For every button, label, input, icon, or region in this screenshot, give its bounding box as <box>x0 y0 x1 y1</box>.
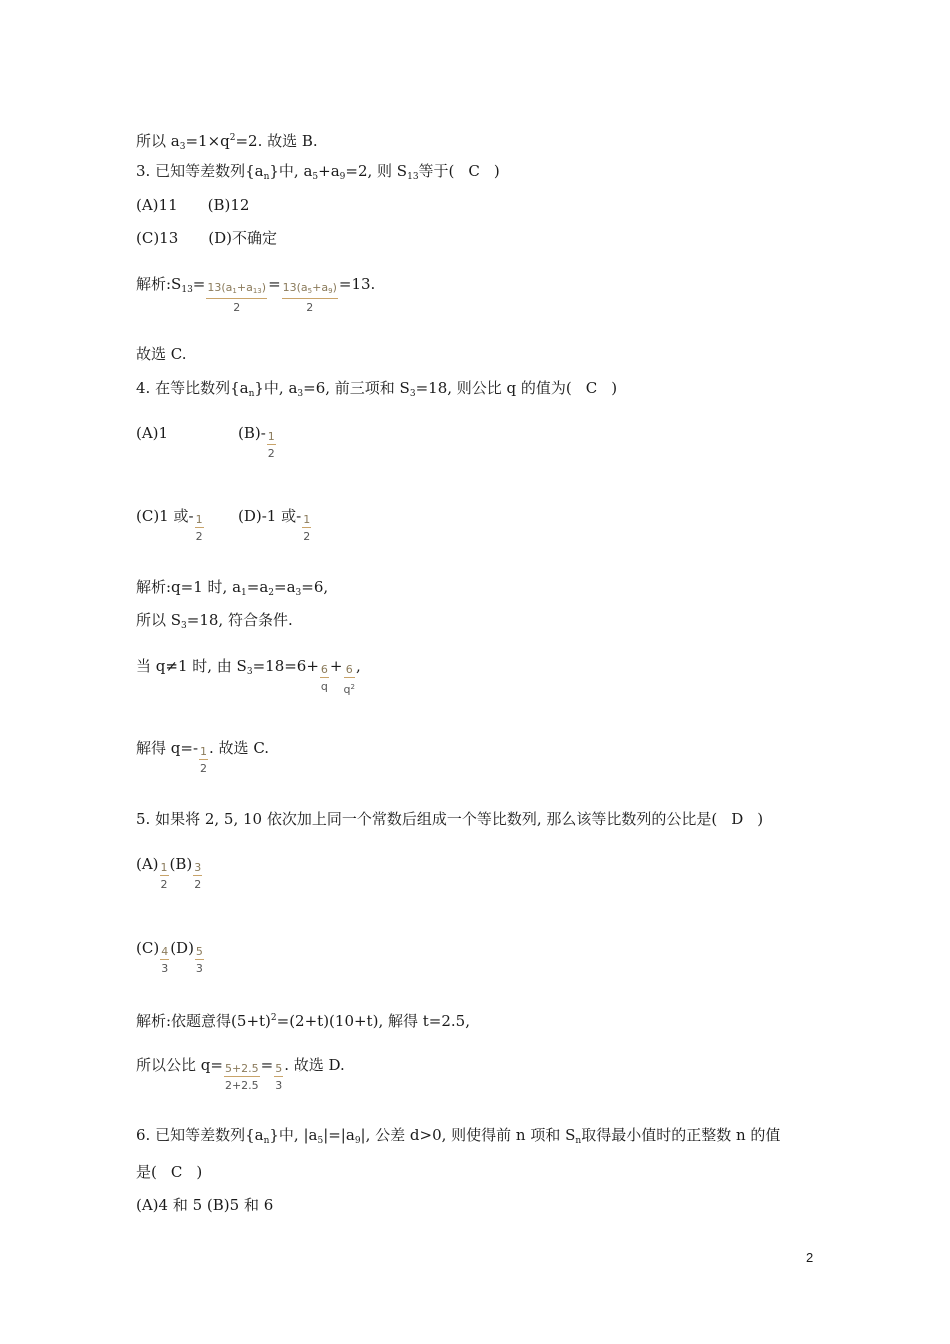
fraction: $\frac{3}{2}$ <box>194 861 202 891</box>
page-number: 2 <box>806 1250 814 1265</box>
fraction: $\frac{5}{3}$ <box>195 945 203 975</box>
text-line: 所以 $a_3=1\times q^2=2$. 故选 B. <box>136 132 318 152</box>
options-c-d: (C) $\frac{4}{3}$ (D) $\frac{5}{3}$ <box>136 939 203 975</box>
fraction: $\frac{1}{2}$ <box>303 513 311 543</box>
solution-line: 解析:q=1 时, $a_1=a_2=a_3=6$, <box>136 578 329 598</box>
fraction: $\frac{5+2.5}{2+2.5}$ <box>224 1062 259 1092</box>
solution-line: 解析:依题意得$(5+t)^2=(2+t)(10+t)$, 解得 t=2.5, <box>136 1012 470 1030</box>
fraction: $\frac{1}{2}$ <box>195 513 203 543</box>
solution-line: 所以公比 q= $\frac{5+2.5}{2+2.5}$ = $\frac{5}{3}$ . 故选 D. <box>136 1056 345 1092</box>
option-b: (B)- $\frac{1}{2}$ <box>238 424 275 460</box>
question-6: 6. 已知等差数列$\{a_n\}$中, $|a_5|=|a_9|$, 公差 d>0, 则使得前 n 项和 $S_n$取得最小值时的正整数 n 的值 <box>136 1126 781 1146</box>
answer: D <box>731 810 744 828</box>
solution-line: 所以 $S_3=18$, 符合条件. <box>136 611 293 631</box>
solution-line: 解析$:S_{13}=$ $\frac{13(a_1+a_{13})}{2}$ = $\frac{13(a_5+a_9)}{2}$ =13. <box>136 275 376 314</box>
answer: C <box>170 1163 183 1181</box>
answer: C <box>468 162 480 180</box>
option-a: (A)1 <box>136 424 169 442</box>
options-a-b: (A)11 (B)12 <box>136 196 250 214</box>
fraction: $\frac{1}{2}$ <box>160 861 168 891</box>
options-a-b: (A) $\frac{1}{2}$ (B) $\frac{3}{2}$ <box>136 855 202 891</box>
fraction: $\frac{6}{q^2}$ <box>343 663 355 696</box>
fraction: $\frac{1}{2}$ <box>267 430 275 460</box>
question-5: 5. 如果将 2, 5, 10 依次加上同一个常数后组成一个等比数列, 那么该等比数列的公比是( D ) <box>136 810 764 828</box>
question-4: 4. 在等比数列$\{a_n\}$中, $a_3=6$, 前三项和 $S_3=18$, 则公比 q 的值为( C ) <box>136 379 618 399</box>
fraction: $\frac{4}{3}$ <box>161 945 169 975</box>
answer: C <box>585 379 598 397</box>
solution-line: 当 q≠1 时, 由 $S_3=18=6+$ $\frac{6}{q}$ + $\frac{6}{q^2}$ , <box>136 657 361 696</box>
options-a-b: (A)4 和 5 (B)5 和 6 <box>136 1196 274 1214</box>
text-line: 故选 C. <box>136 345 187 363</box>
question-6-continued: 是( C ) <box>136 1163 203 1181</box>
fraction: $\frac{5}{3}$ <box>275 1062 283 1092</box>
fraction: $\frac{6}{q}$ <box>320 663 328 693</box>
fraction: $\frac{13(a_5+a_9)}{2}$ <box>282 281 337 314</box>
option-d: (D)-1 或- $\frac{1}{2}$ <box>238 507 311 543</box>
solution-line: 解得 q=- $\frac{1}{2}$ . 故选 C. <box>136 739 270 775</box>
fraction: $\frac{13(a_1+a_{13})}{2}$ <box>207 281 267 314</box>
fraction: $\frac{1}{2}$ <box>200 745 208 775</box>
option-c: (C)1 或- $\frac{1}{2}$ <box>136 507 203 543</box>
question-3: 3. 已知等差数列$\{a_n\}$中, $a_5+a_9=2$, 则 $S_{13}$等于( C ) <box>136 162 500 182</box>
options-c-d: (C)13 (D)不确定 <box>136 229 277 247</box>
